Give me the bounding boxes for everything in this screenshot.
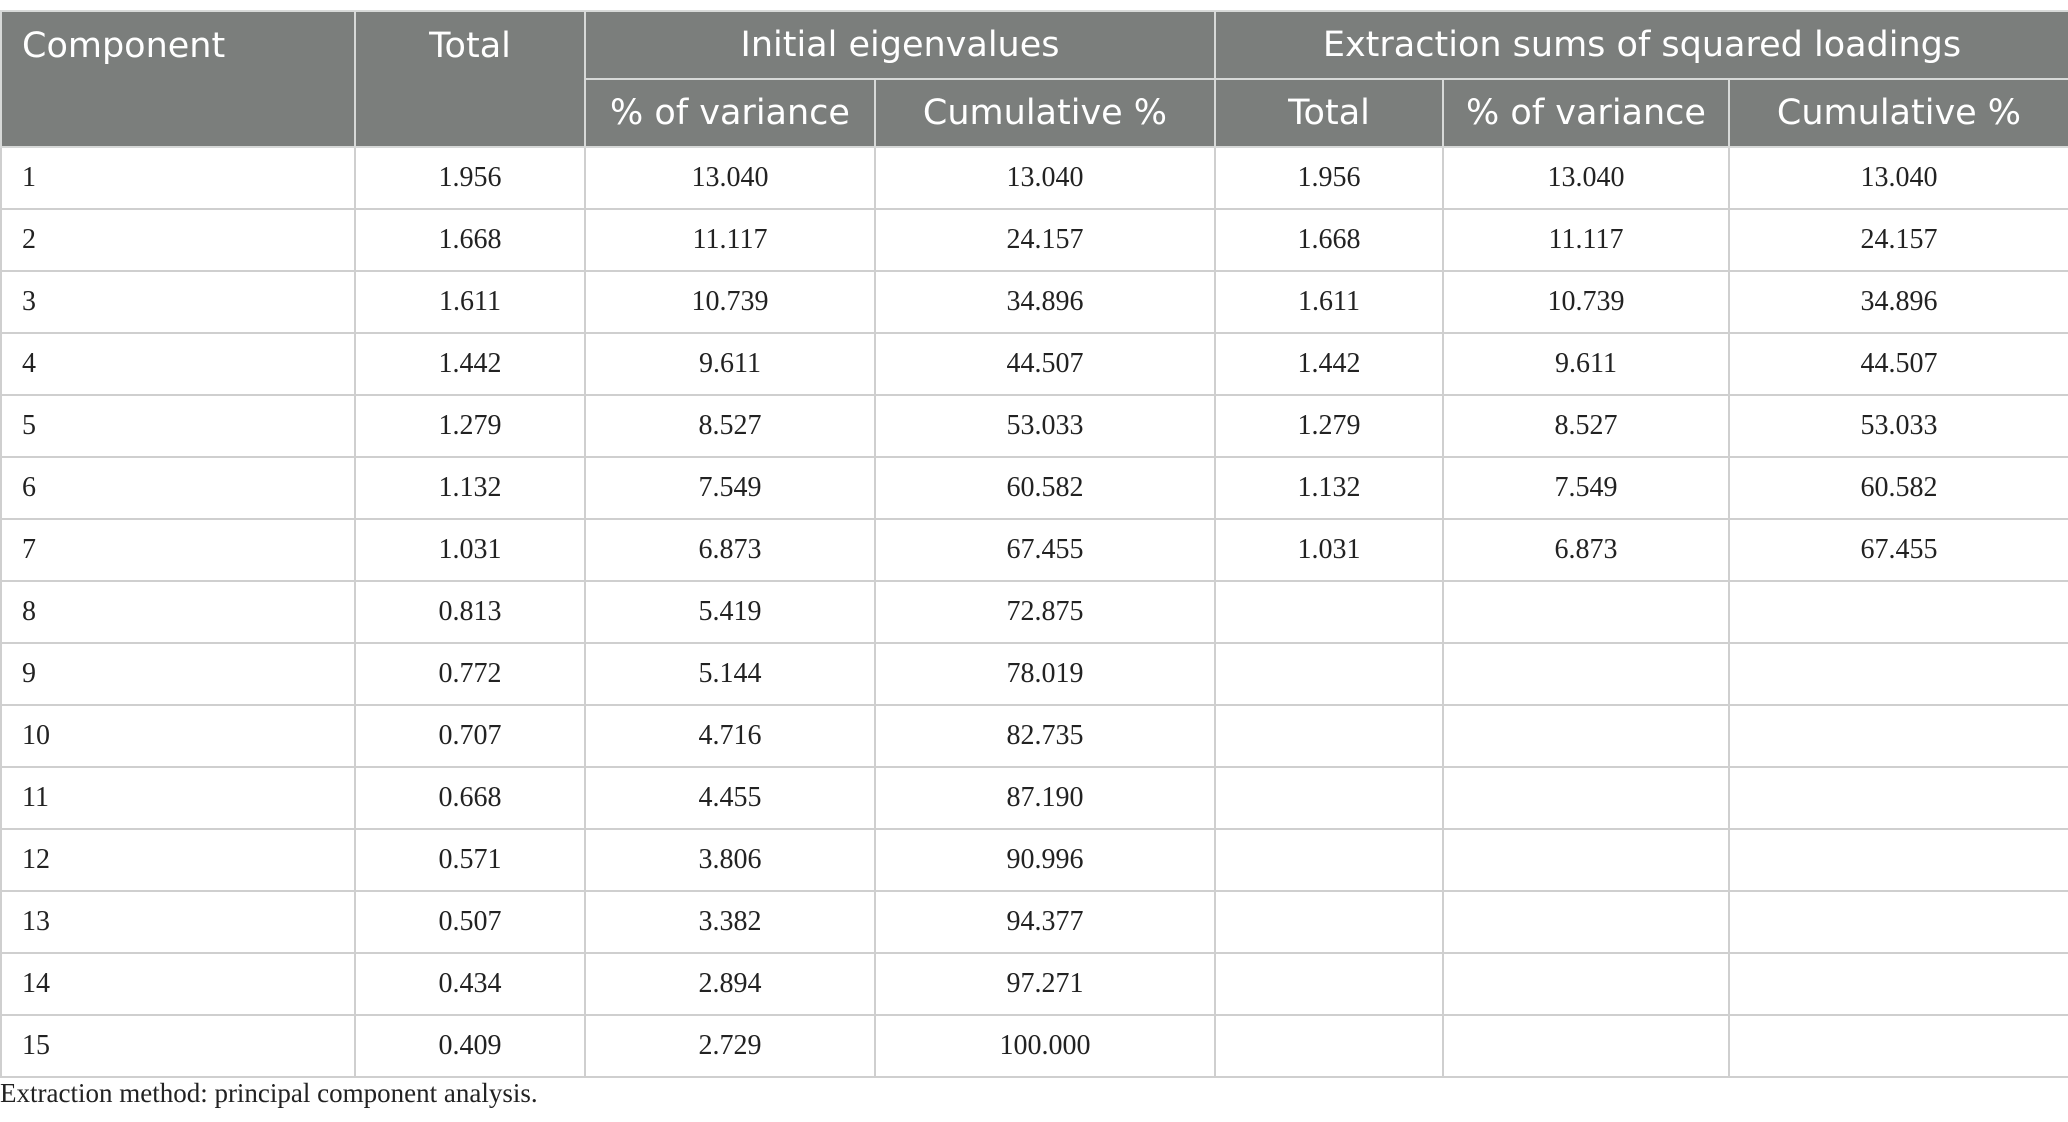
initial-cumulative-cell: 78.019 (875, 643, 1215, 705)
extraction-total-cell (1215, 1015, 1443, 1077)
initial-variance-cell: 6.873 (585, 519, 875, 581)
extraction-total-cell (1215, 767, 1443, 829)
extraction-cumulative-cell (1729, 891, 2068, 953)
total-cell: 0.571 (355, 829, 585, 891)
component-cell: 15 (1, 1015, 355, 1077)
extraction-total-cell: 1.279 (1215, 395, 1443, 457)
table-row (1, 457, 2068, 519)
extraction-cumulative-cell (1729, 581, 2068, 643)
table-row (1, 891, 2068, 953)
initial-variance-cell: 5.144 (585, 643, 875, 705)
component-cell: 4 (1, 333, 355, 395)
eigenvalue-table (0, 10, 2068, 1078)
initial-cumulative-cell: 67.455 (875, 519, 1215, 581)
total-cell: 1.611 (355, 271, 585, 333)
initial-cumulative-cell: 13.040 (875, 147, 1215, 209)
table-row (1, 519, 2068, 581)
extraction-total-cell (1215, 581, 1443, 643)
total-cell: 1.031 (355, 519, 585, 581)
extraction-cumulative-cell: 67.455 (1729, 519, 2068, 581)
initial-variance-cell: 13.040 (585, 147, 875, 209)
extraction-variance-cell (1443, 829, 1729, 891)
table-row (1, 643, 2068, 705)
total-cell: 1.132 (355, 457, 585, 519)
total-cell: 1.668 (355, 209, 585, 271)
initial-cumulative-cell: 72.875 (875, 581, 1215, 643)
initial-variance-cell: 4.455 (585, 767, 875, 829)
header-component: Component (1, 11, 355, 147)
initial-variance-cell: 11.117 (585, 209, 875, 271)
initial-cumulative-cell: 53.033 (875, 395, 1215, 457)
extraction-variance-cell: 13.040 (1443, 147, 1729, 209)
component-cell: 2 (1, 209, 355, 271)
extraction-cumulative-cell (1729, 829, 2068, 891)
table-body (1, 147, 2068, 1077)
table-row (1, 147, 2068, 209)
table-row (1, 829, 2068, 891)
extraction-variance-cell: 9.611 (1443, 333, 1729, 395)
initial-variance-cell: 10.739 (585, 271, 875, 333)
total-cell: 0.434 (355, 953, 585, 1015)
table-row (1, 953, 2068, 1015)
total-cell: 0.772 (355, 643, 585, 705)
extraction-cumulative-cell: 60.582 (1729, 457, 2068, 519)
total-cell: 1.442 (355, 333, 585, 395)
table-footnote: Extraction method: principal component analysis. (0, 1078, 538, 1108)
extraction-total-cell (1215, 953, 1443, 1015)
table-row (1, 271, 2068, 333)
total-cell: 1.279 (355, 395, 585, 457)
extraction-total-cell: 1.611 (1215, 271, 1443, 333)
initial-variance-cell: 3.806 (585, 829, 875, 891)
total-cell: 0.507 (355, 891, 585, 953)
extraction-cumulative-cell: 44.507 (1729, 333, 2068, 395)
component-cell: 13 (1, 891, 355, 953)
initial-cumulative-cell: 87.190 (875, 767, 1215, 829)
total-cell: 1.956 (355, 147, 585, 209)
initial-variance-cell: 4.716 (585, 705, 875, 767)
extraction-variance-cell: 11.117 (1443, 209, 1729, 271)
subheader-extraction-variance: % of variance (1443, 79, 1729, 147)
extraction-cumulative-cell: 24.157 (1729, 209, 2068, 271)
component-cell: 10 (1, 705, 355, 767)
initial-cumulative-cell: 82.735 (875, 705, 1215, 767)
total-cell: 0.707 (355, 705, 585, 767)
extraction-total-cell: 1.132 (1215, 457, 1443, 519)
total-cell: 0.813 (355, 581, 585, 643)
subheader-extraction-cumulative: Cumulative % (1729, 79, 2068, 147)
table-row (1, 767, 2068, 829)
extraction-variance-cell (1443, 891, 1729, 953)
extraction-cumulative-cell: 13.040 (1729, 147, 2068, 209)
extraction-variance-cell: 6.873 (1443, 519, 1729, 581)
table-row (1, 209, 2068, 271)
component-cell: 11 (1, 767, 355, 829)
initial-variance-cell: 8.527 (585, 395, 875, 457)
subheader-extraction-total: Total (1215, 79, 1443, 147)
total-cell: 0.409 (355, 1015, 585, 1077)
component-cell: 12 (1, 829, 355, 891)
extraction-total-cell: 1.668 (1215, 209, 1443, 271)
header-initial-eigenvalues: Initial eigenvalues (585, 11, 1215, 79)
component-cell: 14 (1, 953, 355, 1015)
extraction-cumulative-cell: 53.033 (1729, 395, 2068, 457)
initial-cumulative-cell: 60.582 (875, 457, 1215, 519)
subheader-initial-cumulative: Cumulative % (875, 79, 1215, 147)
component-cell: 8 (1, 581, 355, 643)
initial-variance-cell: 7.549 (585, 457, 875, 519)
initial-cumulative-cell: 90.996 (875, 829, 1215, 891)
extraction-variance-cell: 7.549 (1443, 457, 1729, 519)
extraction-variance-cell (1443, 1015, 1729, 1077)
initial-variance-cell: 2.894 (585, 953, 875, 1015)
extraction-cumulative-cell (1729, 643, 2068, 705)
initial-cumulative-cell: 97.271 (875, 953, 1215, 1015)
extraction-total-cell: 1.442 (1215, 333, 1443, 395)
initial-variance-cell: 3.382 (585, 891, 875, 953)
extraction-cumulative-cell (1729, 767, 2068, 829)
table-row (1, 581, 2068, 643)
extraction-total-cell: 1.956 (1215, 147, 1443, 209)
eigenvalue-table-container (0, 10, 2068, 1078)
header-total: Total (355, 11, 585, 147)
extraction-variance-cell (1443, 705, 1729, 767)
extraction-cumulative-cell (1729, 953, 2068, 1015)
extraction-variance-cell (1443, 953, 1729, 1015)
extraction-total-cell (1215, 643, 1443, 705)
component-cell: 6 (1, 457, 355, 519)
initial-variance-cell: 5.419 (585, 581, 875, 643)
extraction-variance-cell: 10.739 (1443, 271, 1729, 333)
initial-cumulative-cell: 94.377 (875, 891, 1215, 953)
extraction-variance-cell (1443, 643, 1729, 705)
extraction-variance-cell: 8.527 (1443, 395, 1729, 457)
extraction-total-cell (1215, 705, 1443, 767)
initial-variance-cell: 9.611 (585, 333, 875, 395)
extraction-total-cell (1215, 891, 1443, 953)
table-row (1, 1015, 2068, 1077)
extraction-variance-cell (1443, 581, 1729, 643)
component-cell: 7 (1, 519, 355, 581)
extraction-variance-cell (1443, 767, 1729, 829)
table-row (1, 705, 2068, 767)
extraction-total-cell: 1.031 (1215, 519, 1443, 581)
initial-cumulative-cell: 44.507 (875, 333, 1215, 395)
initial-cumulative-cell: 34.896 (875, 271, 1215, 333)
component-cell: 3 (1, 271, 355, 333)
table-row (1, 333, 2068, 395)
subheader-initial-variance: % of variance (585, 79, 875, 147)
component-cell: 9 (1, 643, 355, 705)
component-cell: 1 (1, 147, 355, 209)
table-row (1, 395, 2068, 457)
extraction-cumulative-cell: 34.896 (1729, 271, 2068, 333)
header-extraction-sums: Extraction sums of squared loadings (1215, 11, 2068, 79)
initial-variance-cell: 2.729 (585, 1015, 875, 1077)
extraction-cumulative-cell (1729, 1015, 2068, 1077)
extraction-cumulative-cell (1729, 705, 2068, 767)
initial-cumulative-cell: 100.000 (875, 1015, 1215, 1077)
total-cell: 0.668 (355, 767, 585, 829)
component-cell: 5 (1, 395, 355, 457)
extraction-total-cell (1215, 829, 1443, 891)
initial-cumulative-cell: 24.157 (875, 209, 1215, 271)
